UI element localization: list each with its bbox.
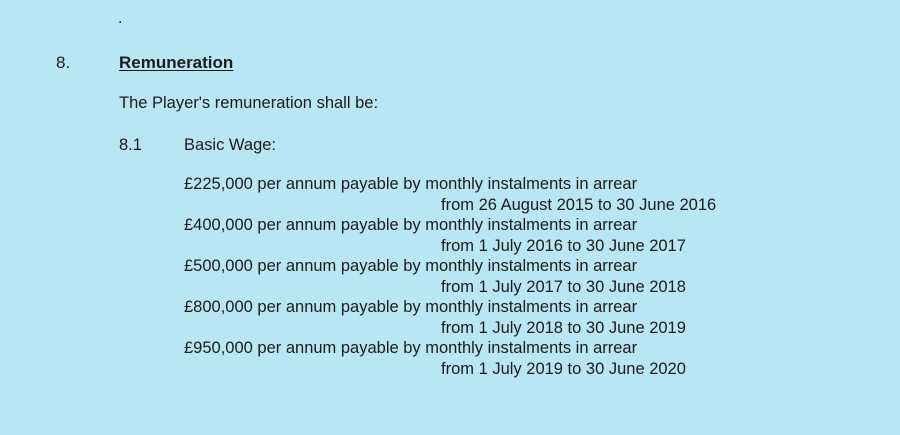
- clause-title: Basic Wage:: [184, 136, 277, 154]
- wage-amount: £800,000 per annum payable by monthly instalments in arrear: [184, 298, 638, 316]
- wage-amount: £225,000 per annum payable by monthly instalments in arrear: [184, 175, 638, 193]
- wage-amount: £400,000 per annum payable by monthly instalments in arrear: [184, 216, 638, 234]
- wage-period: from 1 July 2017 to 30 June 2018: [441, 277, 686, 296]
- wage-period: from 1 July 2019 to 30 June 2020: [441, 359, 686, 378]
- wage-entry: [184, 297, 784, 338]
- wage-entry: [184, 256, 784, 297]
- wage-entry: [184, 215, 784, 256]
- wage-schedule: [184, 174, 784, 379]
- wage-period: from 1 July 2016 to 30 June 2017: [441, 236, 686, 255]
- wage-entry: [184, 174, 784, 215]
- wage-period: from 26 August 2015 to 30 June 2016: [441, 195, 717, 214]
- section-number: 8.: [56, 53, 71, 72]
- section-heading: Remuneration: [119, 53, 234, 72]
- clause-number: 8.1: [119, 136, 142, 154]
- wage-period: from 1 July 2018 to 30 June 2019: [441, 318, 686, 337]
- wage-entry: [184, 338, 784, 379]
- section-intro: The Player's remuneration shall be:: [119, 94, 379, 112]
- wage-amount: £500,000 per annum payable by monthly instalments in arrear: [184, 257, 638, 275]
- stray-mark: .: [118, 10, 123, 27]
- wage-amount: £950,000 per annum payable by monthly instalments in arrear: [184, 339, 638, 357]
